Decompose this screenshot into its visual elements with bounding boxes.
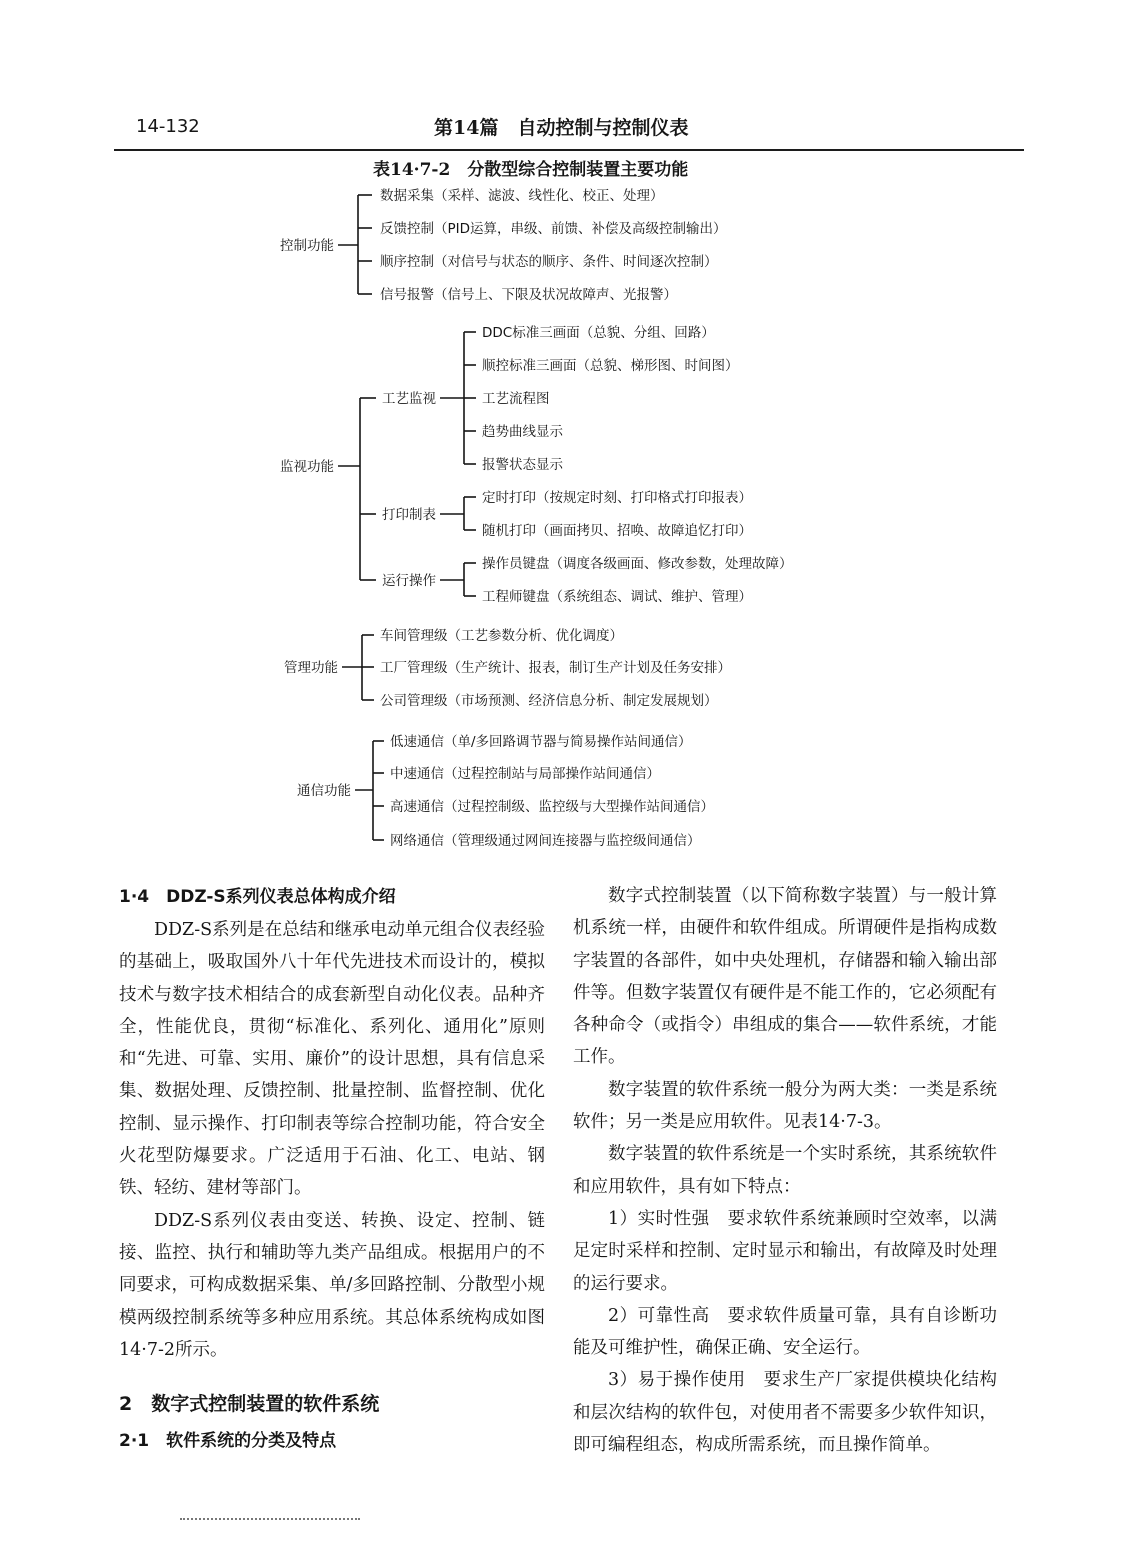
paragraph: DDZ-S系列仪表由变送、转换、设定、控制、链接、监控、执行和辅助等九类产品组成。根据用户的不同要求，可构成数据采集、单/多回路控制、分散型小规模两级控制系统等多种应用系统。其总体系统构成如图14·7-2所示。: [119, 1210, 545, 1360]
tree-item: 低速通信（单/多回路调节器与简易操作站间通信）: [390, 734, 692, 750]
tree-item: 信号报警（信号上、下限及状况故障声、光报警）: [380, 287, 677, 303]
tree-item: 中速通信（过程控制站与局部操作站间通信）: [390, 766, 660, 782]
tree-item: 公司管理级（市场预测、经济信息分析、制定发展规划）: [380, 693, 718, 709]
tree-item: 顺序控制（对信号与状态的顺序、条件、时间逐次控制）: [380, 254, 718, 270]
tree-item: 趋势曲线显示: [482, 424, 563, 440]
tree-item: 顺控标准三画面（总貌、梯形图、时间图）: [482, 358, 739, 374]
tree-label-monitor: 监视功能: [280, 459, 334, 475]
tree-item: 网络通信（管理级通过网间连接器与监控级间通信）: [390, 833, 701, 849]
tree-item: 数据采集（采样、滤波、线性化、校正、处理）: [380, 188, 664, 204]
tree-item: 车间管理级（工艺参数分析、优化调度）: [380, 628, 623, 644]
feature-item: 2）可靠性高 要求软件质量可靠，具有自诊断功能及可维护性，确保正确、安全运行。: [573, 1305, 997, 1359]
tree-item: 工艺流程图: [482, 391, 550, 407]
tree-item: 随机打印（画面拷贝、招唤、故障追忆打印）: [482, 523, 752, 539]
tree-label-manage: 管理功能: [284, 660, 338, 676]
tree-label-print: 打印制表: [382, 507, 436, 523]
section-1-4-heading: 1·4 DDZ-S系列仪表总体构成介绍: [119, 887, 396, 907]
paragraph: 数字装置的软件系统一般分为两大类：一类是系统软件；另一类是应用软件。见表14·7-3。: [573, 1079, 997, 1133]
left-column: [119, 880, 545, 1458]
tree-item: 操作员键盘（调度各级画面、修改参数，处理故障）: [482, 556, 793, 572]
paragraph: 数字装置的软件系统是一个实时系统，其系统软件和应用软件，具有如下特点：: [573, 1144, 997, 1197]
scan-mark: [180, 1518, 360, 1522]
tree-item: 反馈控制（PID运算，串级、前馈、补偿及高级控制输出）: [380, 221, 727, 237]
tree-label-comm: 通信功能: [297, 783, 351, 799]
tree-item: 高速通信（过程控制级、监控级与大型操作站间通信）: [390, 799, 714, 815]
page-header-title: 第14篇 自动控制与控制仪表: [434, 117, 689, 139]
tree-label-operate: 运行操作: [382, 573, 436, 589]
feature-item: 1）实时性强 要求软件系统兼顾时空效率，以满足定时采样和控制、定时显示和输出，有故障及时处理的运行要求。: [573, 1208, 997, 1294]
right-column: [573, 880, 997, 1461]
section-2-1-heading: 2·1 软件系统的分类及特点: [119, 1431, 337, 1452]
tree-label-process: 工艺监视: [382, 391, 436, 407]
paragraph: DDZ-S系列是在总结和继承电动单元组合仪表经验的基础上，吸取国外八十年代先进技术而设计的，模拟技术与数字技术相结合的成套新型自动化仪表。品种齐全，性能优良，贯彻“标准化、系列化、通用化”原则和“先进、可靠、实用、廉价”的设计思想，具有信息采集、数据处理、反馈控制、批量控制、监督控制、优化控制、显示操作、打印制表等综合控制功能，符合安全火花型防爆要求。广泛适用于石油、化工、电站、钢铁、轻纺、建材等部门。: [119, 920, 545, 1199]
tree-item: 工厂管理级（生产统计、报表，制订生产计划及任务安排）: [380, 660, 731, 676]
tree-item: 报警状态显示: [482, 457, 563, 473]
tree-item: DDC标准三画面（总貌、分组、回路）: [482, 325, 715, 341]
feature-item: 3）易于操作使用 要求生产厂家提供模块化结构和层次结构的软件包，对使用者不需要多少软件知识，即可编程组态，构成所需系统，而且操作简单。: [573, 1370, 997, 1456]
tree-item: 定时打印（按规定时刻、打印格式打印报表）: [482, 490, 752, 506]
section-2-heading: 2 数字式控制装置的软件系统: [119, 1393, 380, 1416]
tree-item: 工程师键盘（系统组态、调试、维护、管理）: [482, 589, 752, 605]
paragraph: 数字式控制装置（以下简称数字装置）与一般计算机系统一样，由硬件和软件组成。所谓硬件是指构成数字装置的各部件，如中央处理机，存储器和输入输出部件等。但数字装置仅有硬件是不能工作的，它必须配有各种命令（或指令）串组成的集合——软件系统，才能工作。: [573, 886, 997, 1068]
page-number: 14-132: [136, 116, 200, 137]
tree-label-control: 控制功能: [280, 238, 334, 254]
table-caption: 表14·7-2 分散型综合控制装置主要功能: [373, 160, 689, 180]
